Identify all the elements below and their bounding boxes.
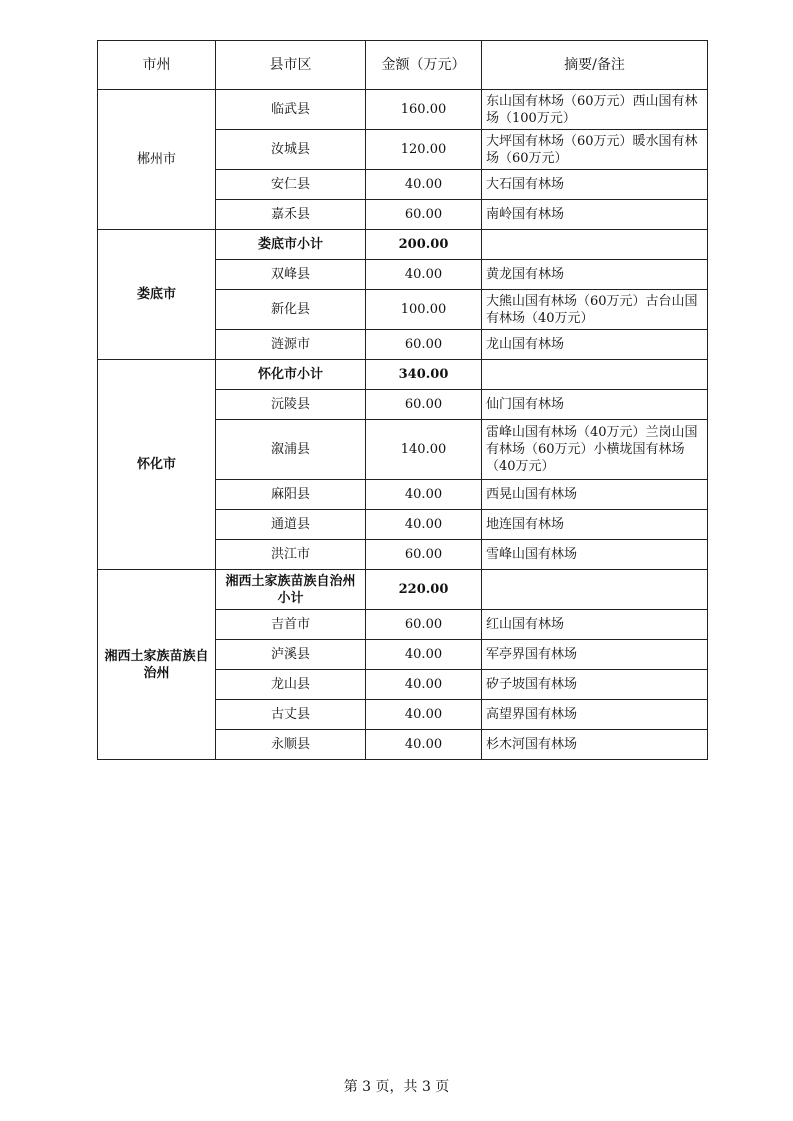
county-cell: 临武县 — [216, 90, 366, 130]
amount-cell: 340.00 — [366, 360, 482, 390]
header-note: 摘要/备注 — [482, 41, 708, 90]
note-cell: 南岭国有林场 — [482, 200, 708, 230]
amount-cell: 40.00 — [366, 700, 482, 730]
county-cell: 新化县 — [216, 290, 366, 330]
note-cell: 雪峰山国有林场 — [482, 540, 708, 570]
amount-cell: 40.00 — [366, 730, 482, 760]
amount-cell: 160.00 — [366, 90, 482, 130]
county-cell: 双峰县 — [216, 260, 366, 290]
note-cell: 矽子坡国有林场 — [482, 670, 708, 700]
amount-cell: 60.00 — [366, 200, 482, 230]
table-body — [98, 90, 708, 760]
note-cell: 大熊山国有林场（60万元）古台山国有林场（40万元） — [482, 290, 708, 330]
header-city: 市州 — [98, 41, 216, 90]
county-cell: 泸溪县 — [216, 640, 366, 670]
amount-cell: 40.00 — [366, 170, 482, 200]
city-cell: 娄底市 — [98, 230, 216, 360]
county-cell: 古丈县 — [216, 700, 366, 730]
header-amount: 金额（万元） — [366, 41, 482, 90]
allocation-table — [97, 40, 708, 760]
header-county: 县市区 — [216, 41, 366, 90]
note-cell: 高望界国有林场 — [482, 700, 708, 730]
amount-cell: 200.00 — [366, 230, 482, 260]
note-cell: 红山国有林场 — [482, 610, 708, 640]
amount-cell: 60.00 — [366, 610, 482, 640]
county-cell: 洪江市 — [216, 540, 366, 570]
note-cell: 大坪国有林场（60万元）暖水国有林场（60万元） — [482, 130, 708, 170]
amount-cell: 40.00 — [366, 480, 482, 510]
county-cell: 安仁县 — [216, 170, 366, 200]
amount-cell: 220.00 — [366, 570, 482, 610]
note-cell: 地连国有林场 — [482, 510, 708, 540]
subtotal-row — [98, 360, 708, 390]
subtotal-row — [98, 230, 708, 260]
amount-cell: 100.00 — [366, 290, 482, 330]
county-cell: 涟源市 — [216, 330, 366, 360]
note-cell: 黄龙国有林场 — [482, 260, 708, 290]
city-cell: 湘西土家族苗族自治州 — [98, 570, 216, 760]
note-cell — [482, 360, 708, 390]
county-cell: 汝城县 — [216, 130, 366, 170]
county-cell: 嘉禾县 — [216, 200, 366, 230]
amount-cell: 40.00 — [366, 640, 482, 670]
note-cell: 龙山国有林场 — [482, 330, 708, 360]
county-cell: 麻阳县 — [216, 480, 366, 510]
city-cell: 郴州市 — [98, 90, 216, 230]
amount-cell: 60.00 — [366, 390, 482, 420]
note-cell: 东山国有林场（60万元）西山国有林场（100万元） — [482, 90, 708, 130]
amount-cell: 60.00 — [366, 540, 482, 570]
amount-cell: 40.00 — [366, 510, 482, 540]
amount-cell: 140.00 — [366, 420, 482, 480]
note-cell: 仙门国有林场 — [482, 390, 708, 420]
table-header-row — [98, 41, 708, 90]
county-cell: 怀化市小计 — [216, 360, 366, 390]
page-number: 第 3 页，共 3 页 — [343, 1079, 450, 1095]
amount-cell: 40.00 — [366, 260, 482, 290]
county-cell: 通道县 — [216, 510, 366, 540]
note-cell: 军亭界国有林场 — [482, 640, 708, 670]
note-cell: 雷峰山国有林场（40万元）兰岗山国有林场（60万元）小横垅国有林场（40万元） — [482, 420, 708, 480]
table-row — [98, 90, 708, 130]
note-cell — [482, 570, 708, 610]
county-cell: 娄底市小计 — [216, 230, 366, 260]
county-cell: 溆浦县 — [216, 420, 366, 480]
city-cell: 怀化市 — [98, 360, 216, 570]
subtotal-row — [98, 570, 708, 610]
amount-cell: 60.00 — [366, 330, 482, 360]
county-cell: 湘西土家族苗族自治州小计 — [216, 570, 366, 610]
amount-cell: 40.00 — [366, 670, 482, 700]
county-cell: 永顺县 — [216, 730, 366, 760]
note-cell: 大石国有林场 — [482, 170, 708, 200]
county-cell: 龙山县 — [216, 670, 366, 700]
note-cell: 西晃山国有林场 — [482, 480, 708, 510]
county-cell: 吉首市 — [216, 610, 366, 640]
note-cell — [482, 230, 708, 260]
county-cell: 沅陵县 — [216, 390, 366, 420]
note-cell: 杉木河国有林场 — [482, 730, 708, 760]
amount-cell: 120.00 — [366, 130, 482, 170]
